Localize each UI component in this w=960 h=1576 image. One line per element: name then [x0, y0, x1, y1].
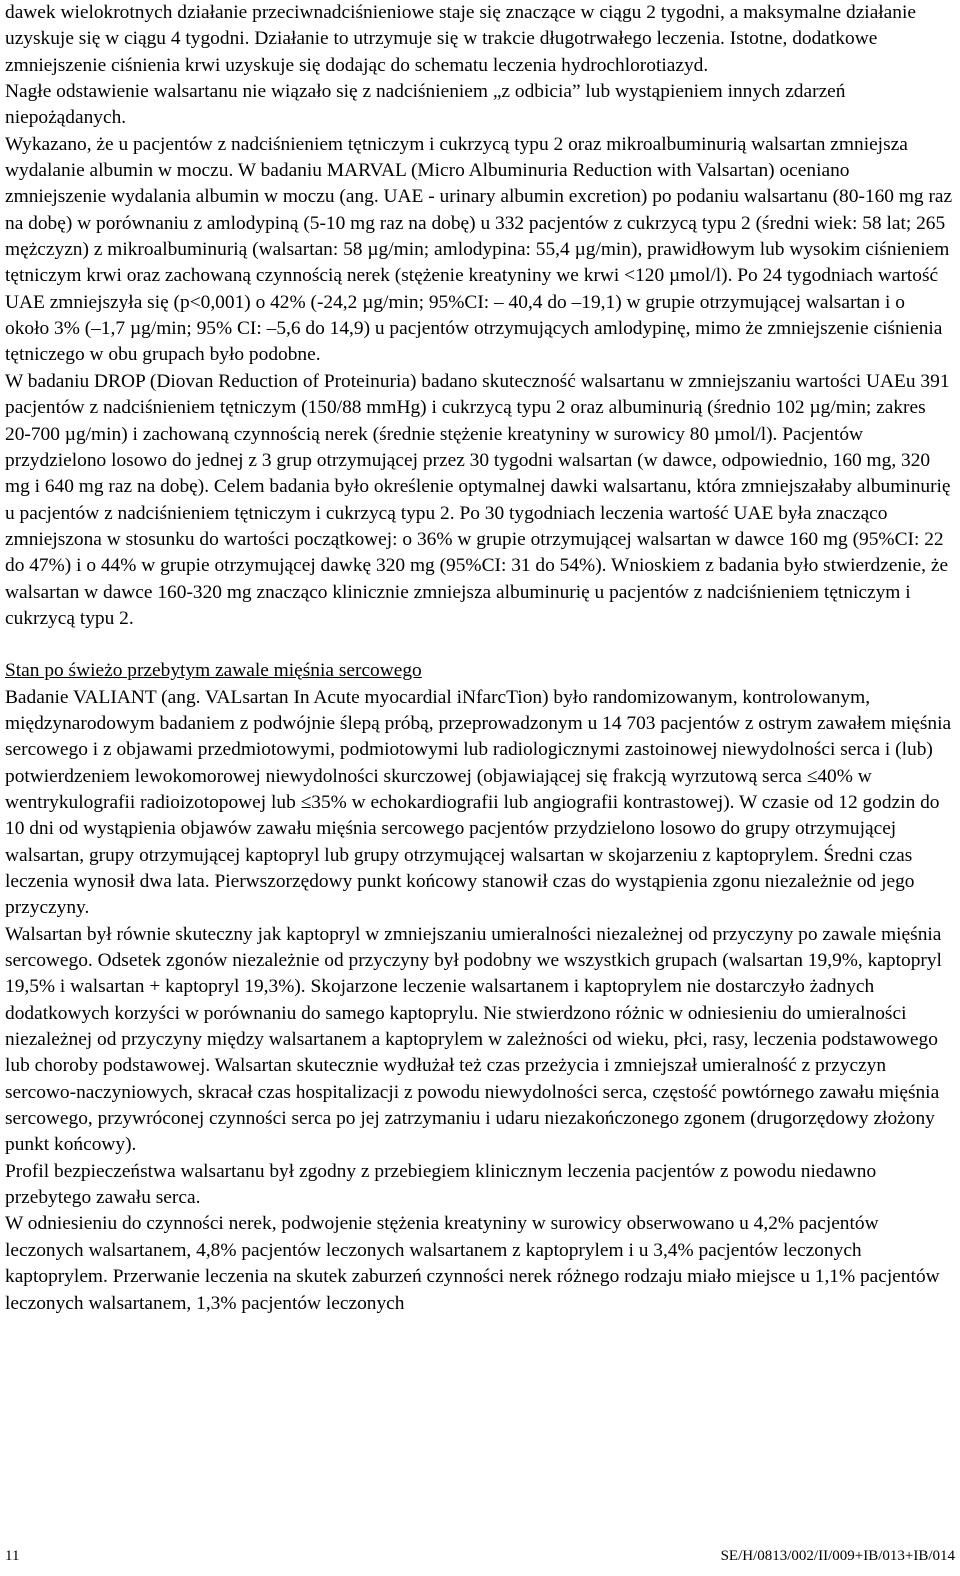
paragraph-safety-profile: Profil bezpieczeństwa walsartanu był zgodny z przebiegiem klinicznym leczenia pacjentów z powodu niedawno przebytego zawału serca. [5, 1160, 877, 1209]
document-page [5, 0, 953, 1317]
paragraph-valiant-study: Badanie VALIANT (ang. VALsartan In Acute myocardial iNfarcTion) było randomizowanym, kontrolowanym, międzynarodowym badaniem z podwójnie ślepą próbą, przeprowadzonym u 14 703 pacjentów z ostrym zawałem mięśnia sercowego i z objawami przedmiotowymi, podmiotowymi lub radiologicznymi zastoinowej niewydolności serca i (lub) potwierdzeniem lewokomorowej niewydolności skurczowej (objawiającej się frakcją wyrzutową serca ≤40% w wentrykulografii radioizotopowej lub ≤35% w echokardiografii lub angiografii kontrastowej). W czasie od 12 godzin do 10 dni od wystąpienia objawów zawału mięśnia sercowego pacjentów przydzielono losowo do grupy otrzymującej walsartan, grupy otrzymującej kaptopryl lub grupy otrzymującej walsartan w skojarzeniu z kaptoprylem. Średni czas leczenia wynosił dwa lata. Pierwszorzędowy punkt końcowy stanowił czas do wystąpienia zgonu niezależnie od jego przyczyny. [5, 686, 952, 919]
document-reference: SE/H/0813/002/II/009+IB/013+IB/014 [720, 1548, 955, 1564]
paragraph-valiant-results: Walsartan był równie skuteczny jak kaptopryl w zmniejszaniu umieralności niezależnej od przyczyny po zawale mięśnia sercowego. Odsetek zgonów niezależnie od przyczyny był podobny we wszystkich grupach (walsartan 19,9%, kaptopryl 19,5% i walsartan + kaptopryl 19,3%). Skojarzone leczenie walsartanem i kaptoprylem nie dostarczyło żadnych dodatkowych korzyści w porównaniu do samego kaptoprylu. Nie stwierdzono różnic w odniesieniu do umieralności niezależnej od przyczyny między walsartanem a kaptoprylem w zależności od wieku, płci, rasy, leczenia podstawowego lub choroby podstawowej. Walsartan skutecznie wydłużał też czas przeżycia i zmniejszał umieralność z przyczyn sercowo-naczyniowych, skracał czas hospitalizacji z powodu niewydolności serca, częstość powtórnego zawału mięśnia sercowego, przywróconej czynności serca po jej zatrzymaniu i udaru niezakończonego zgonem (drugorzędowy złożony punkt końcowy). [5, 923, 942, 1156]
paragraph-marval-study: Wykazano, że u pacjentów z nadciśnieniem tętniczym i cukrzycą typu 2 oraz mikroalbuminurią walsartan zmniejsza wydalanie albumin w moczu. W badaniu MARVAL (Micro Albuminuria Reduction with Valsartan) oceniano zmniejszenie wydalania albumin w moczu (ang. UAE - urinary albumin excretion) po podaniu walsartanu (80-160 mg raz na dobę) w porównaniu z amlodypiną (5-10 mg raz na dobę) u 332 pacjentów z cukrzycą typu 2 (średni wiek: 58 lat; 265 mężczyzn) z mikroalbuminurią (walsartan: 58 µg/min; amlodypina: 55,4 µg/min), prawidłowym lub wysokim ciśnieniem tętniczym krwi oraz zachowaną czynnością nerek (stężenie kreatyniny we krwi <120 µmol/l). Po 24 tygodniach wartość UAE zmniejszyła się (p<0,001) o 42% (-24,2 µg/min; 95%CI: – 40,4 do –19,1) w grupie otrzymującej walsartan i o około 3% (–1,7 µg/min; 95% CI: –5,6 do 14,9) u pacjentów otrzymujących amlodypinę, mimo że zmniejszenie ciśnienia tętniczego w obu grupach było podobne. [5, 133, 953, 366]
paragraph-renal-function: W odniesieniu do czynności nerek, podwojenie stężenia kreatyniny w surowicy obserwowano u 4,2% pacjentów leczonych walsartanem, 4,8% pacjentów leczonych walsartanem z kaptoprylem i u 3,4% pacjentów leczonych kaptoprylem. Przerwanie leczenia na skutek zaburzeń czynności nerek różnego rodzaju miało miejsce u 1,1% pacjentów leczonych walsartanem, 1,3% pacjentów leczonych [5, 1213, 940, 1314]
paragraph-drop-study: W badaniu DROP (Diovan Reduction of Proteinuria) badano skuteczność walsartanu w zmniejszaniu wartości UAEu 391 pacjentów z nadciśnieniem tętniczym (150/88 mmHg) i cukrzycą typu 2 oraz albuminurią (średnio 102 µg/min; zakres 20-700 µg/min) i zachowaną czynnością nerek (średnie stężenie kreatyniny w surowicy 80 µmol/l). Pacjentów przydzielono losowo do jednej z 3 grup otrzymującej przez 30 tygodni walsartan (w dawce, odpowiednio, 160 mg, 320 mg i 640 mg raz na dobę). Celem badania było określenie optymalnej dawki walsartanu, która zmniejszałaby albuminurię u pacjentów z nadciśnieniem tętniczym i cukrzycą typu 2. Po 30 tygodniach leczenia wartość UAE była znacząco zmniejszona w stosunku do wartości początkowej: o 36% w grupie otrzymującej walsartan w dawce 160 mg (95%CI: 22 do 47%) i o 44% w grupie otrzymującej dawkę 320 mg (95%CI: 31 do 54%). Wnioskiem z badania było stwierdzenie, że walsartan w dawce 160-320 mg znacząco klinicznie zmniejsza albuminurię u pacjentów z nadciśnieniem tętniczym i cukrzycą typu 2. [5, 370, 951, 629]
paragraph-onset-of-action: dawek wielokrotnych działanie przeciwnadciśnieniowe staje się znaczące w ciągu 2 tygodni, a maksymalne działanie uzyskuje się w ciągu 4 tygodni. Działanie to utrzymuje się w trakcie długotrwałego leczenia. Istotne, dodatkowe zmniejszenie ciśnienia krwi uzyskuje się dodając do schematu leczenia hydrochlorotiazyd. [5, 2, 916, 76]
paragraph-withdrawal: Nagłe odstawienie walsartanu nie wiązało się z nadciśnieniem „z odbicia” lub wystąpieniem innych zdarzeń niepożądanych. [5, 81, 846, 129]
section-spacer [5, 632, 953, 658]
section-heading: Stan po świeżo przebytym zawale mięśnia sercowego [5, 660, 422, 682]
page-number: 11 [5, 1548, 20, 1564]
